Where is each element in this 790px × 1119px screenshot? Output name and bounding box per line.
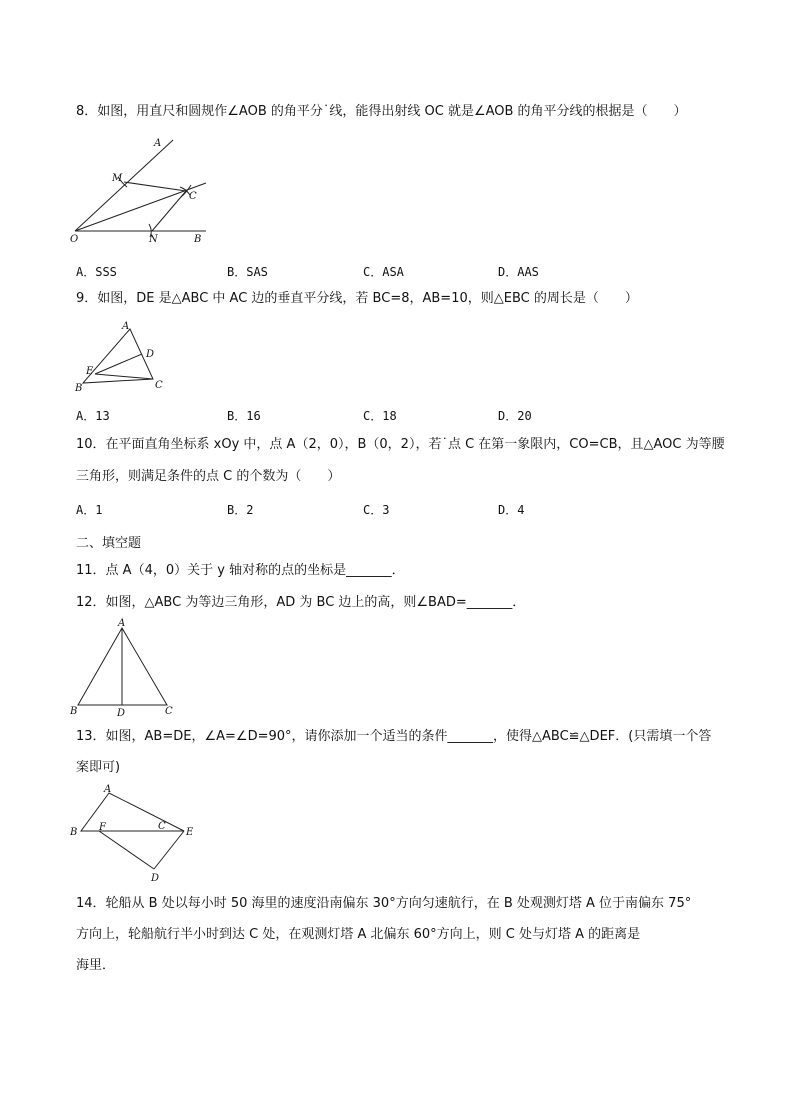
q9-option-c: C．18: [363, 409, 397, 423]
label-b: B: [70, 827, 78, 838]
label-a: A: [118, 618, 126, 629]
q9-option-d: D．20: [498, 409, 532, 423]
q10-option-a: A．1: [76, 503, 103, 517]
label-c: C: [158, 821, 166, 832]
q8-option-c: C．ASA: [363, 265, 404, 279]
label-n: N: [149, 234, 158, 245]
q10-text-line1: 10．在平面直角坐标系 xOy 中，点 A（2，0），B（0，2），若˙点 C 在第一象限内，CO=CB，且△AOC 为等腰: [76, 437, 725, 452]
q9-option-b: B．16: [227, 409, 261, 423]
q9-figure: [75, 318, 175, 398]
q10-option-d: D．4: [498, 503, 525, 517]
label-m: M: [112, 173, 123, 184]
label-b: B: [70, 706, 78, 717]
q10-text-line2: 三角形，则满足条件的点 C 的个数为（ ）: [76, 469, 341, 484]
label-d: D: [146, 349, 155, 360]
label-a: A: [104, 784, 112, 795]
label-a: A: [122, 321, 130, 332]
triangle-abc: [83, 329, 153, 383]
q8-figure: [70, 135, 220, 245]
q12-text: 12．如图，△ABC 为等边三角形，AD 为 BC 边上的高，则∠BAD=_______．: [76, 595, 526, 610]
label-o: O: [70, 234, 79, 245]
q13-text-line1: 13．如图，AB=DE，∠A=∠D=90°，请你添加一个适当的条件_______，使得△ABC≌△DEF．(只需填一个答: [76, 729, 712, 744]
label-c: C: [155, 380, 163, 391]
q8-text: 8．如图，用直尺和圆规作∠AOB 的角平分˙线，能得出射线 OC 就是∠AOB 的角平分线的根据是（ ）: [76, 104, 687, 119]
q10-option-b: B．2: [227, 503, 254, 517]
q14-text-line1: 14．轮船从 B 处以每小时 50 海里的速度沿南偏东 30°方向匀速航行，在 B 处观测灯塔 A 位于南偏东 75°: [76, 896, 692, 911]
segment-de: [154, 831, 184, 869]
ray-oa: [75, 140, 173, 231]
label-c: C: [189, 191, 197, 202]
label-c: C: [165, 706, 173, 717]
section-heading: 二、填空题: [76, 536, 142, 551]
label-d: D: [117, 708, 126, 719]
q11-text: 11．点 A（4，0）关于 y 轴对称的点的坐标是_______．: [76, 563, 405, 578]
label-e: E: [186, 827, 194, 838]
label-b: B: [75, 383, 83, 394]
segment-ec: [95, 374, 153, 379]
q13-text-line2: 案即可): [76, 760, 121, 775]
q8-option-b: B．SAS: [227, 265, 268, 279]
label-f: F: [99, 822, 106, 833]
label-e: E: [86, 366, 94, 377]
q14-text-line3: 海里．: [76, 958, 116, 973]
label-d: D: [151, 873, 160, 884]
segment-mc: [124, 182, 186, 191]
q9-option-a: A．13: [76, 409, 110, 423]
label-b: B: [194, 234, 202, 245]
label-a: A: [154, 138, 162, 149]
q13-figure: [68, 780, 208, 884]
triangle-abc: [81, 793, 184, 831]
q9-text: 9．如图，DE 是△ABC 中 AC 边的垂直平分线，若 BC=8，AB=10，则△EBC 的周长是（ ）: [76, 291, 638, 306]
q14-text-line2: 方向上，轮船航行半小时到达 C 处，在观测灯塔 A 北偏东 60°方向上，则 C 处与灯塔 A 的距离是: [76, 927, 641, 942]
q8-option-a: A．SSS: [76, 265, 117, 279]
q8-option-d: D．AAS: [498, 265, 539, 279]
q12-figure: [70, 620, 190, 720]
q10-option-c: C．3: [363, 503, 390, 517]
segment-fd: [99, 831, 154, 869]
segment-de: [95, 354, 142, 374]
